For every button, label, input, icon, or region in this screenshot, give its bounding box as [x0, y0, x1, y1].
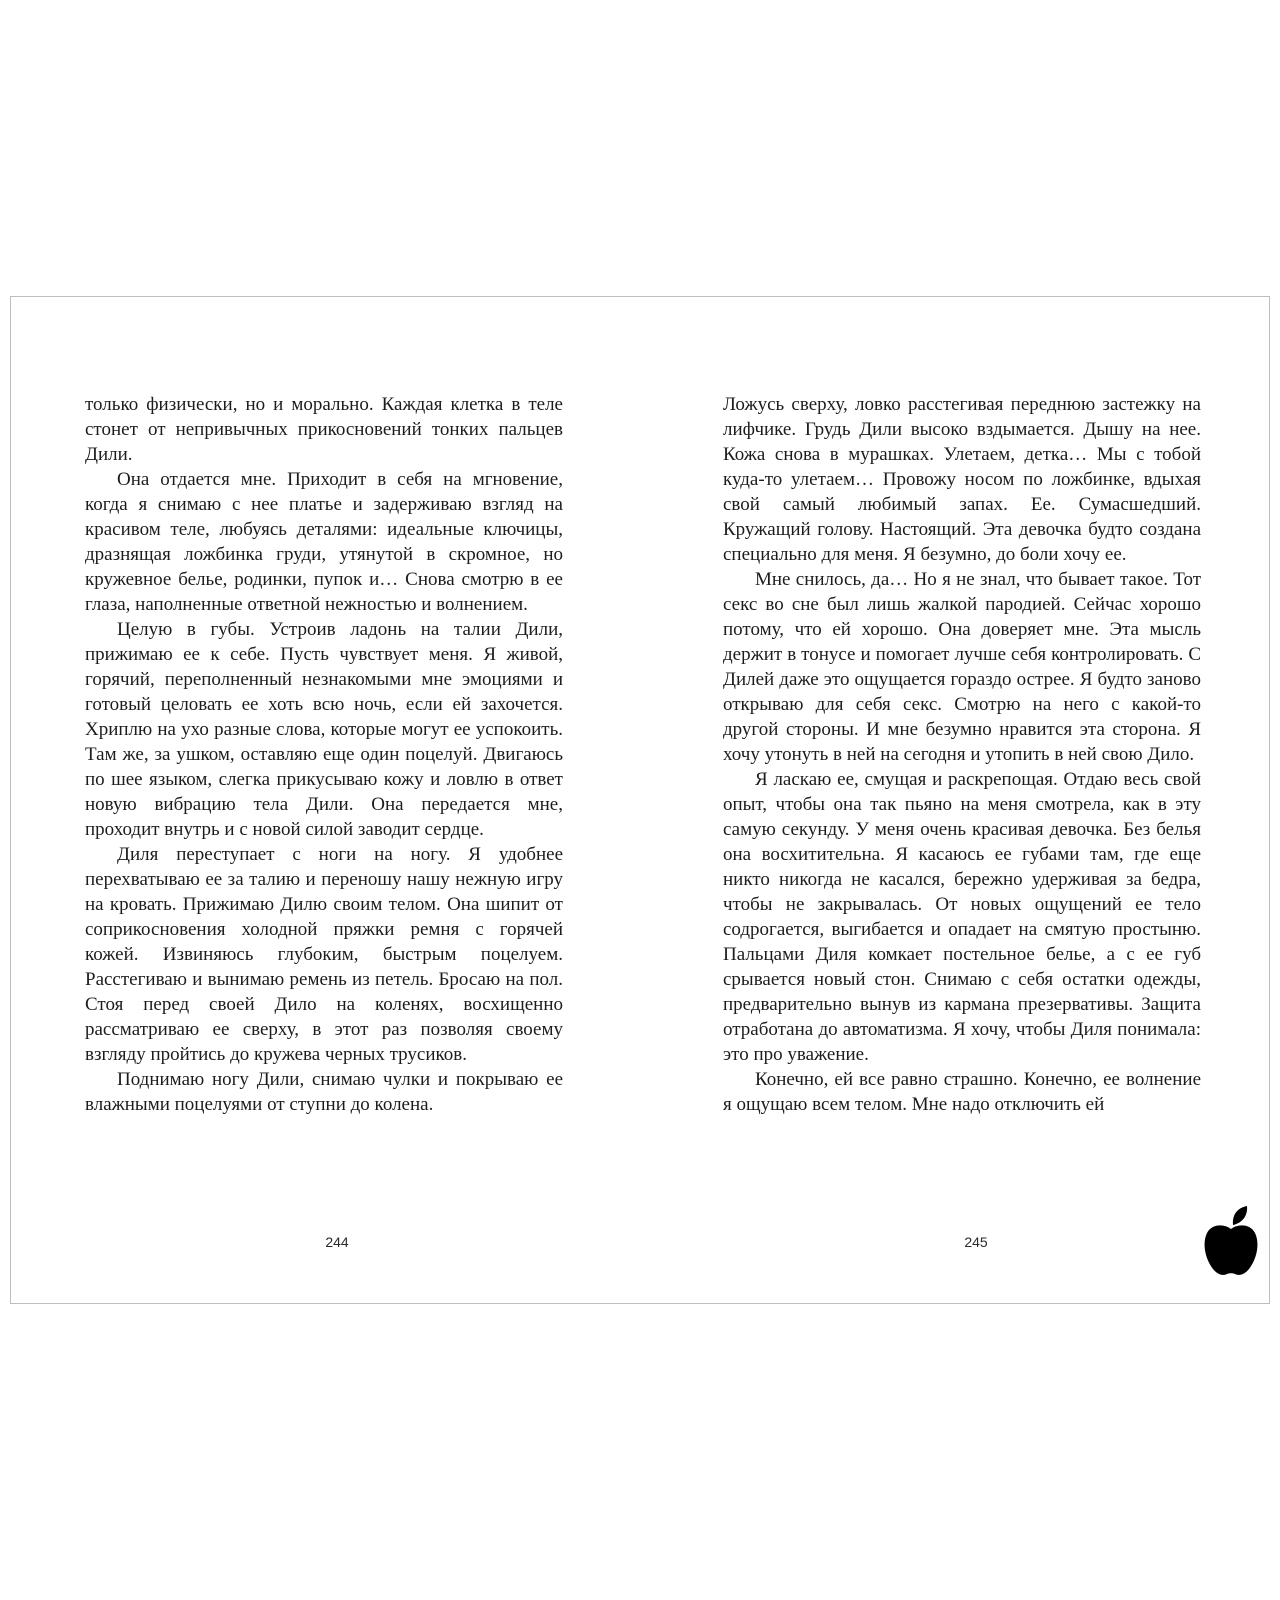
book-spread: [10, 296, 1270, 1304]
paragraph: Она отдается мне. Приходит в себя на мгновение, когда я снимаю с нее платье и задерживаю взгляд на красивом теле, любуясь деталями: идеальные ключицы, дразнящая ложбинка груди, утянутой в скромное, но кружевное белье, родинки, пупок и… Снова смотрю в ее глаза, наполненные ответной нежностью и волнением.: [85, 469, 563, 615]
paragraph: Диля переступает с ноги на ногу. Я удобнее перехватываю ее за талию и переношу нашу нежную игру на кровать. Прижимаю Дилю своим телом. Она шипит от соприкосновения холодной пряжки ремня с горячей кожей. Извиняюсь глубоким, быстрым поцелуем. Расстегиваю и вынимаю ремень из петель. Бросаю на пол. Стоя перед своей Дило на коленях, восхищенно рассматриваю ее сверху, в этот раз позволяя своему взгляду пройтись до кружева черных трусиков.: [85, 844, 563, 1065]
paragraph: только физически, но и морально. Каждая клетка в теле стонет от непривычных прикосновений тонких пальцев Дили.: [85, 394, 563, 465]
page-number-right: 245: [964, 1234, 988, 1250]
page-number-left: 244: [325, 1234, 349, 1250]
paragraph: Конечно, ей все равно страшно. Конечно, ее волнение я ощущаю всем телом. Мне надо отключить ей: [723, 1069, 1201, 1115]
apple-body: [1205, 1225, 1258, 1275]
paragraph: Мне снилось, да… Но я не знал, что бывает такое. Тот секс во сне был лишь жалкой пародией. Сейчас хорошо потому, что ей хорошо. Она доверяет мне. Эта мысль держит в тонусе и помогает лучше себя контролировать. С Дилей даже это ощущается гораздо острее. Я будто заново открываю для себя секс. Смотрю на него с какой-то другой стороны. И мне безумно нравится эта сторона. Я хочу утонуть в ней на сегодня и утопить в ней свою Дило.: [723, 569, 1201, 765]
paragraph: Поднимаю ногу Дили, снимаю чулки и покрываю ее влажными поцелуями от ступни до колена.: [85, 1069, 563, 1115]
apple-icon: [1203, 1205, 1259, 1277]
paragraph: Я ласкаю ее, смущая и раскрепощая. Отдаю весь свой опыт, чтобы она так пьяно на меня смотрела, как в эту самую секунду. У меня очень красивая девочка. Без белья она восхитительна. Я касаюсь ее губами там, где еще никто никогда не касался, бережно удерживая за бедра, чтобы не закрывалась. От новых ощущений ее тело содрогается, выгибается и опадает на смятую простыню. Пальцами Диля комкает постельное белье, а с ее губ срывается новый стон. Снимаю с себя остатки одежды, предварительно вынув из кармана презервативы. Защита отработана до автоматизма. Я хочу, чтобы Диля понимала: это про уважение.: [723, 769, 1201, 1065]
apple-leaf: [1233, 1206, 1247, 1225]
paragraph: Ложусь сверху, ловко расстегивая переднюю застежку на лифчике. Грудь Дили высоко вздымается. Дышу на нее. Кожа снова в мурашках. Улетаем, детка… Мы с тобой куда-то улетаем… Провожу носом по ложбинке, вдыхая свой самый любимый запах. Ее. Сумасшедший. Кружащий голову. Настоящий. Эта девочка будто создана специально для меня. Я безумно, до боли хочу ее.: [723, 394, 1201, 565]
paragraph: Целую в губы. Устроив ладонь на талии Дили, прижимаю ее к себе. Пусть чувствует меня. Я живой, горячий, переполненный незнакомыми мне эмоциями и готовый целовать ее хоть всю ночь, если ей захочется. Хриплю на ухо разные слова, которые могут ее успокоить. Там же, за ушком, оставляю еще один поцелуй. Двигаюсь по шее языком, слегка прикусываю кожу и ловлю в ответ новую вибрацию тела Дили. Она передается мне, проходит внутрь и с новой силой заводит сердце.: [85, 619, 563, 840]
right-page-text: [723, 392, 1201, 1117]
left-page-text: [85, 392, 563, 1117]
